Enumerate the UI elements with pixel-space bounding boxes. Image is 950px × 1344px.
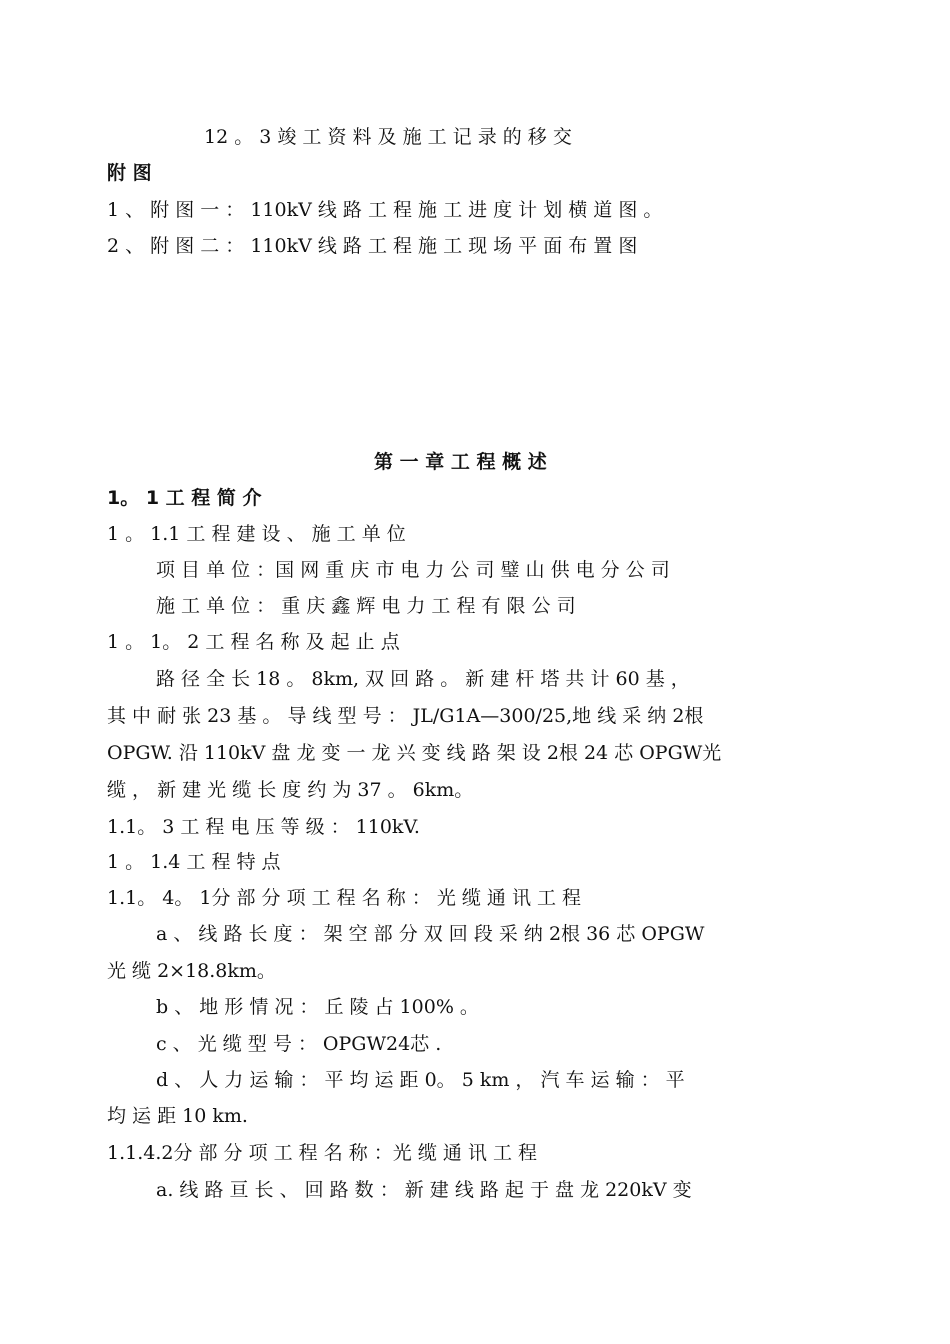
project-unit-line: 项 目 单 位 ：国 网 重 庆 市 电 力 公 司 璧 山 供 电 分 公 司 <box>156 559 670 581</box>
paragraph-line: 其 中 耐 张 23 基 。 导 线 型 号 ： JL/G1A—300/25,地 线 采 纳 2根 <box>107 705 704 727</box>
list-item-d: d 、 人 力 运 输 ： 平 均 运 距 0。 5 km ， 汽 车 运 输 ： 平 <box>156 1069 685 1091</box>
toc-item-12-3: 12 。 3 竣 工 资 料 及 施 工 记 录 的 移 交 <box>204 126 572 148</box>
section-heading-1-1: 1。 1 工 程 简 介 <box>107 487 262 509</box>
subsection-heading-1-1-1: 1 。 1.1 工 程 建 设 、 施 工 单 位 <box>107 523 406 545</box>
subsection-heading-1-1-4: 1 。 1.4 工 程 特 点 <box>107 851 281 873</box>
list-item-a: a 、 线 路 长 度 ： 架 空 部 分 双 回 段 采 纳 2根 36 芯 OPGW <box>156 923 705 945</box>
appendix-item-1: 1 、 附 图 一 ： 110kV 线 路 工 程 施 工 进 度 计 划 横 道 图 。 <box>107 199 663 221</box>
appendix-item-2: 2 、 附 图 二 ： 110kV 线 路 工 程 施 工 现 场 平 面 布 置 图 <box>107 235 638 257</box>
appendix-heading: 附 图 <box>107 162 152 184</box>
list-item-a2: a. 线 路 亘 长 、 回 路 数 ： 新 建 线 路 起 于 盘 龙 220kV 变 <box>156 1179 692 1201</box>
subsection-heading-1-1-4-1: 1.1。 4。 1分 部 分 项 工 程 名 称 ： 光 缆 通 讯 工 程 <box>107 887 582 909</box>
paragraph-line: OPGW. 沿 110kV 盘 龙 变 一 龙 兴 变 线 路 架 设 2根 24 芯 OPGW光 <box>107 742 722 764</box>
paragraph-line: 路 径 全 长 18 。 8km, 双 回 路 。 新 建 杆 塔 共 计 60 基 ， <box>156 668 690 690</box>
subsection-heading-1-1-4-2: 1.1.4.2分 部 分 项 工 程 名 称 ：光 缆 通 讯 工 程 <box>107 1142 537 1164</box>
subsection-heading-1-1-2: 1 。 1。 2 工 程 名 称 及 起 止 点 <box>107 631 400 653</box>
list-item-d-continued: 均 运 距 10 km. <box>107 1105 248 1127</box>
list-item-c: c 、 光 缆 型 号 ： OPGW24芯 . <box>156 1033 442 1055</box>
list-item-a-continued: 光 缆 2×18.8km。 <box>107 960 276 982</box>
subsection-heading-1-1-3: 1.1。 3 工 程 电 压 等 级 ： 110kV. <box>107 816 420 838</box>
paragraph-line: 缆 ， 新 建 光 缆 长 度 约 为 37 。 6km。 <box>107 779 474 801</box>
list-item-b: b 、 地 形 情 况 ： 丘 陵 占 100% 。 <box>156 996 479 1018</box>
construction-unit-line: 施 工 单 位 ： 重 庆 鑫 辉 电 力 工 程 有 限 公 司 <box>156 595 576 617</box>
chapter-title: 第 一 章 工 程 概 述 <box>374 451 547 473</box>
